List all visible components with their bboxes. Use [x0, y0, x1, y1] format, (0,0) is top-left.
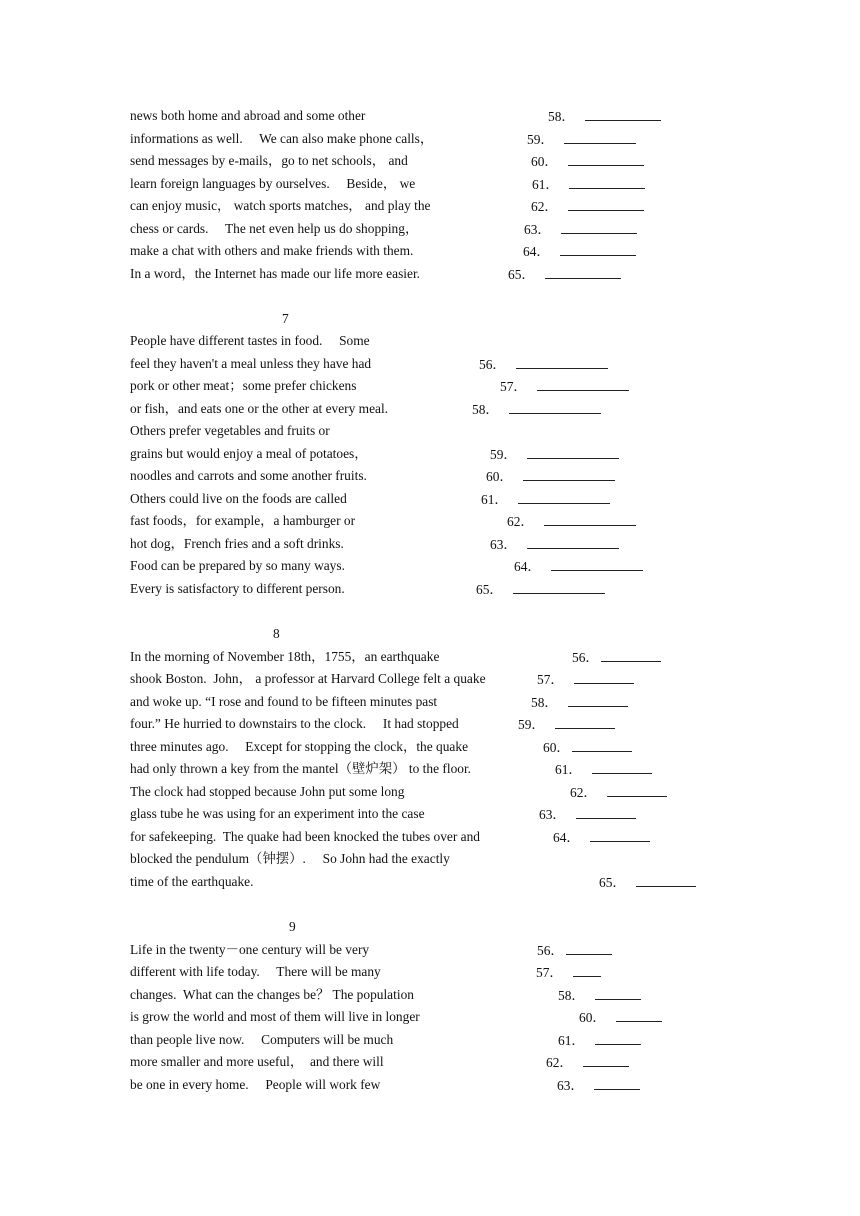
answer-blank[interactable] — [537, 378, 629, 391]
answer-blank[interactable] — [561, 221, 637, 234]
passage-line: Others could live on the foods are called — [130, 491, 347, 506]
passage-line: Others prefer vegetables and fruits or — [130, 423, 330, 438]
passage-line: can enjoy music， watch sports matches， and play the — [130, 198, 431, 213]
answer-blank[interactable] — [527, 446, 619, 459]
answer-item — [555, 761, 652, 778]
answer-item — [518, 716, 615, 733]
passage-line: time of the earthquake. — [130, 874, 254, 889]
passage-line: noodles and carrots and some another fruits. — [130, 468, 367, 483]
answer-blank[interactable] — [583, 1054, 629, 1067]
passage-line: Life in the twenty－one century will be very — [130, 942, 370, 957]
answer-blank[interactable] — [568, 153, 644, 166]
answer-blank[interactable] — [560, 243, 636, 256]
question-number: 58． — [558, 988, 585, 1003]
answer-item — [536, 964, 601, 981]
question-number: 60． — [543, 740, 570, 755]
answer-item — [500, 378, 629, 395]
answer-blank[interactable] — [636, 874, 696, 887]
passage-line: for safekeeping. The quake had been knocked the tubes over and — [130, 829, 481, 844]
question-number: 63． — [539, 807, 566, 822]
passage-line: news both home and abroad and some other — [130, 108, 366, 123]
passage-line: fast foods，for example，a hamburger or — [130, 513, 356, 528]
passage-line: than people live now. Computers will be much — [130, 1032, 394, 1047]
answer-blank[interactable] — [592, 761, 652, 774]
passage-line: blocked the pendulum（钟摆）. So John had the exactly — [130, 851, 450, 866]
answer-item — [490, 446, 619, 463]
answer-item — [523, 243, 636, 260]
passage-line: informations as well. We can also make phone calls， — [130, 131, 434, 146]
answer-item — [490, 536, 619, 553]
question-number: 64． — [514, 559, 541, 574]
answer-item — [507, 513, 636, 530]
answer-blank[interactable] — [516, 356, 608, 369]
answer-item — [546, 1054, 629, 1071]
answer-blank[interactable] — [523, 468, 615, 481]
passage-line: feel they haven't a meal unless they have had — [130, 356, 372, 371]
answer-blank[interactable] — [601, 649, 661, 662]
section-heading: 7 — [282, 311, 289, 326]
passage-line: Food can be prepared by so many ways. — [130, 558, 345, 573]
passage-line: glass tube he was using for an experiment into the case — [130, 806, 425, 821]
answer-blank[interactable] — [566, 942, 612, 955]
question-number: 63． — [557, 1078, 584, 1093]
passage-line: In the morning of November 18th，1755，an earthquake — [130, 649, 440, 664]
question-number: 59． — [518, 717, 545, 732]
answer-item — [531, 198, 644, 215]
answer-item — [557, 1077, 640, 1094]
passage-line: four.” He hurried to downstairs to the clock. It had stopped — [130, 716, 459, 731]
question-number: 61． — [481, 492, 508, 507]
answer-item — [553, 829, 650, 846]
passage-line: different with life today. There will be many — [130, 964, 381, 979]
answer-blank[interactable] — [572, 739, 632, 752]
passage-line: more smaller and more useful， and there will — [130, 1054, 384, 1069]
answer-item — [579, 1009, 662, 1026]
answer-blank[interactable] — [545, 266, 621, 279]
answer-blank[interactable] — [509, 401, 601, 414]
answer-blank[interactable] — [594, 1077, 640, 1090]
question-number: 65． — [476, 582, 503, 597]
passage-line: People have different tastes in food. Some — [130, 333, 370, 348]
answer-item — [570, 784, 667, 801]
question-number: 65． — [599, 875, 626, 890]
passage-line: In a word，the Internet has made our life more easier. — [130, 266, 421, 281]
answer-item — [537, 671, 634, 688]
passage-line: three minutes ago. Except for stopping the clock，the quake — [130, 739, 469, 754]
answer-blank[interactable] — [568, 694, 628, 707]
passage-line: The clock had stopped because John put some long — [130, 784, 405, 799]
answer-item — [472, 401, 601, 418]
passage-line: shook Boston. John， a professor at Harvard College felt a quake — [130, 671, 486, 686]
answer-blank[interactable] — [590, 829, 650, 842]
answer-item — [531, 153, 644, 170]
question-number: 58． — [531, 695, 558, 710]
answer-item — [558, 1032, 641, 1049]
answer-blank[interactable] — [573, 964, 601, 977]
answer-item — [537, 942, 612, 959]
passage-line: pork or other meat；some prefer chickens — [130, 378, 357, 393]
passage-line: or fish，and eats one or the other at every meal. — [130, 401, 389, 416]
answer-blank[interactable] — [607, 784, 667, 797]
answer-item — [532, 176, 645, 193]
answer-blank[interactable] — [544, 513, 636, 526]
answer-item — [558, 987, 641, 1004]
question-number: 59． — [490, 447, 517, 462]
passage-line: changes. What can the changes be？ The population — [130, 987, 414, 1002]
question-number: 57． — [536, 965, 563, 980]
answer-blank[interactable] — [513, 581, 605, 594]
answer-item — [543, 739, 632, 756]
question-number: 61． — [555, 762, 582, 777]
answer-blank[interactable] — [595, 987, 641, 1000]
passage-line: chess or cards. The net even help us do shopping， — [130, 221, 419, 236]
question-number: 61． — [558, 1033, 585, 1048]
question-number: 64． — [523, 244, 550, 259]
passage-line: grains but would enjoy a meal of potatoes， — [130, 446, 368, 461]
section-heading: 9 — [289, 919, 296, 934]
question-number: 56． — [537, 943, 564, 958]
question-number: 62． — [531, 199, 558, 214]
question-number: 56． — [479, 357, 506, 372]
answer-blank[interactable] — [551, 558, 643, 571]
answer-item — [531, 694, 628, 711]
answer-item — [486, 468, 615, 485]
passage-line: had only thrown a key from the mantel（壁炉架） to the floor. — [130, 761, 472, 776]
answer-item — [476, 581, 605, 598]
answer-item — [508, 266, 621, 283]
answer-blank[interactable] — [527, 536, 619, 549]
question-number: 64． — [553, 830, 580, 845]
answer-item — [514, 558, 643, 575]
question-number: 62． — [507, 514, 534, 529]
answer-item — [539, 806, 636, 823]
question-number: 60． — [531, 154, 558, 169]
passage-line: learn foreign languages by ourselves. Beside， we — [130, 176, 416, 191]
question-number: 59． — [527, 132, 554, 147]
question-number: 63． — [524, 222, 551, 237]
question-number: 62． — [546, 1055, 573, 1070]
passage-line: Every is satisfactory to different person. — [130, 581, 345, 596]
passage-line: is grow the world and most of them will live in longer — [130, 1009, 420, 1024]
passage-line: be one in every home. People will work few — [130, 1077, 381, 1092]
question-number: 61． — [532, 177, 559, 192]
answer-blank[interactable] — [574, 671, 634, 684]
answer-blank[interactable] — [595, 1032, 641, 1045]
question-number: 60． — [486, 469, 513, 484]
passage-line: send messages by e-mails，go to net schools， and — [130, 153, 408, 168]
question-number: 60． — [579, 1010, 606, 1025]
answer-item — [481, 491, 610, 508]
question-number: 57． — [500, 379, 527, 394]
answer-blank[interactable] — [564, 131, 636, 144]
answer-blank[interactable] — [585, 108, 661, 121]
answer-item — [524, 221, 637, 238]
answer-blank[interactable] — [518, 491, 610, 504]
passage-line: hot dog，French fries and a soft drinks. — [130, 536, 344, 551]
answer-blank[interactable] — [569, 176, 645, 189]
answer-blank[interactable] — [616, 1009, 662, 1022]
question-number: 62． — [570, 785, 597, 800]
answer-item — [479, 356, 608, 373]
answer-item — [572, 649, 661, 666]
section-heading: 8 — [273, 626, 280, 641]
question-number: 58． — [548, 109, 575, 124]
question-number: 58． — [472, 402, 499, 417]
answer-blank[interactable] — [555, 716, 615, 729]
answer-item — [548, 108, 661, 125]
passage-line: and woke up. “I rose and found to be fifteen minutes past — [130, 694, 438, 709]
answer-blank[interactable] — [576, 806, 636, 819]
question-number: 56． — [572, 650, 599, 665]
question-number: 57． — [537, 672, 564, 687]
answer-item — [599, 874, 696, 891]
answer-item — [527, 131, 636, 148]
question-number: 65． — [508, 267, 535, 282]
answer-blank[interactable] — [568, 198, 644, 211]
question-number: 63． — [490, 537, 517, 552]
passage-line: make a chat with others and make friends with them. — [130, 243, 414, 258]
